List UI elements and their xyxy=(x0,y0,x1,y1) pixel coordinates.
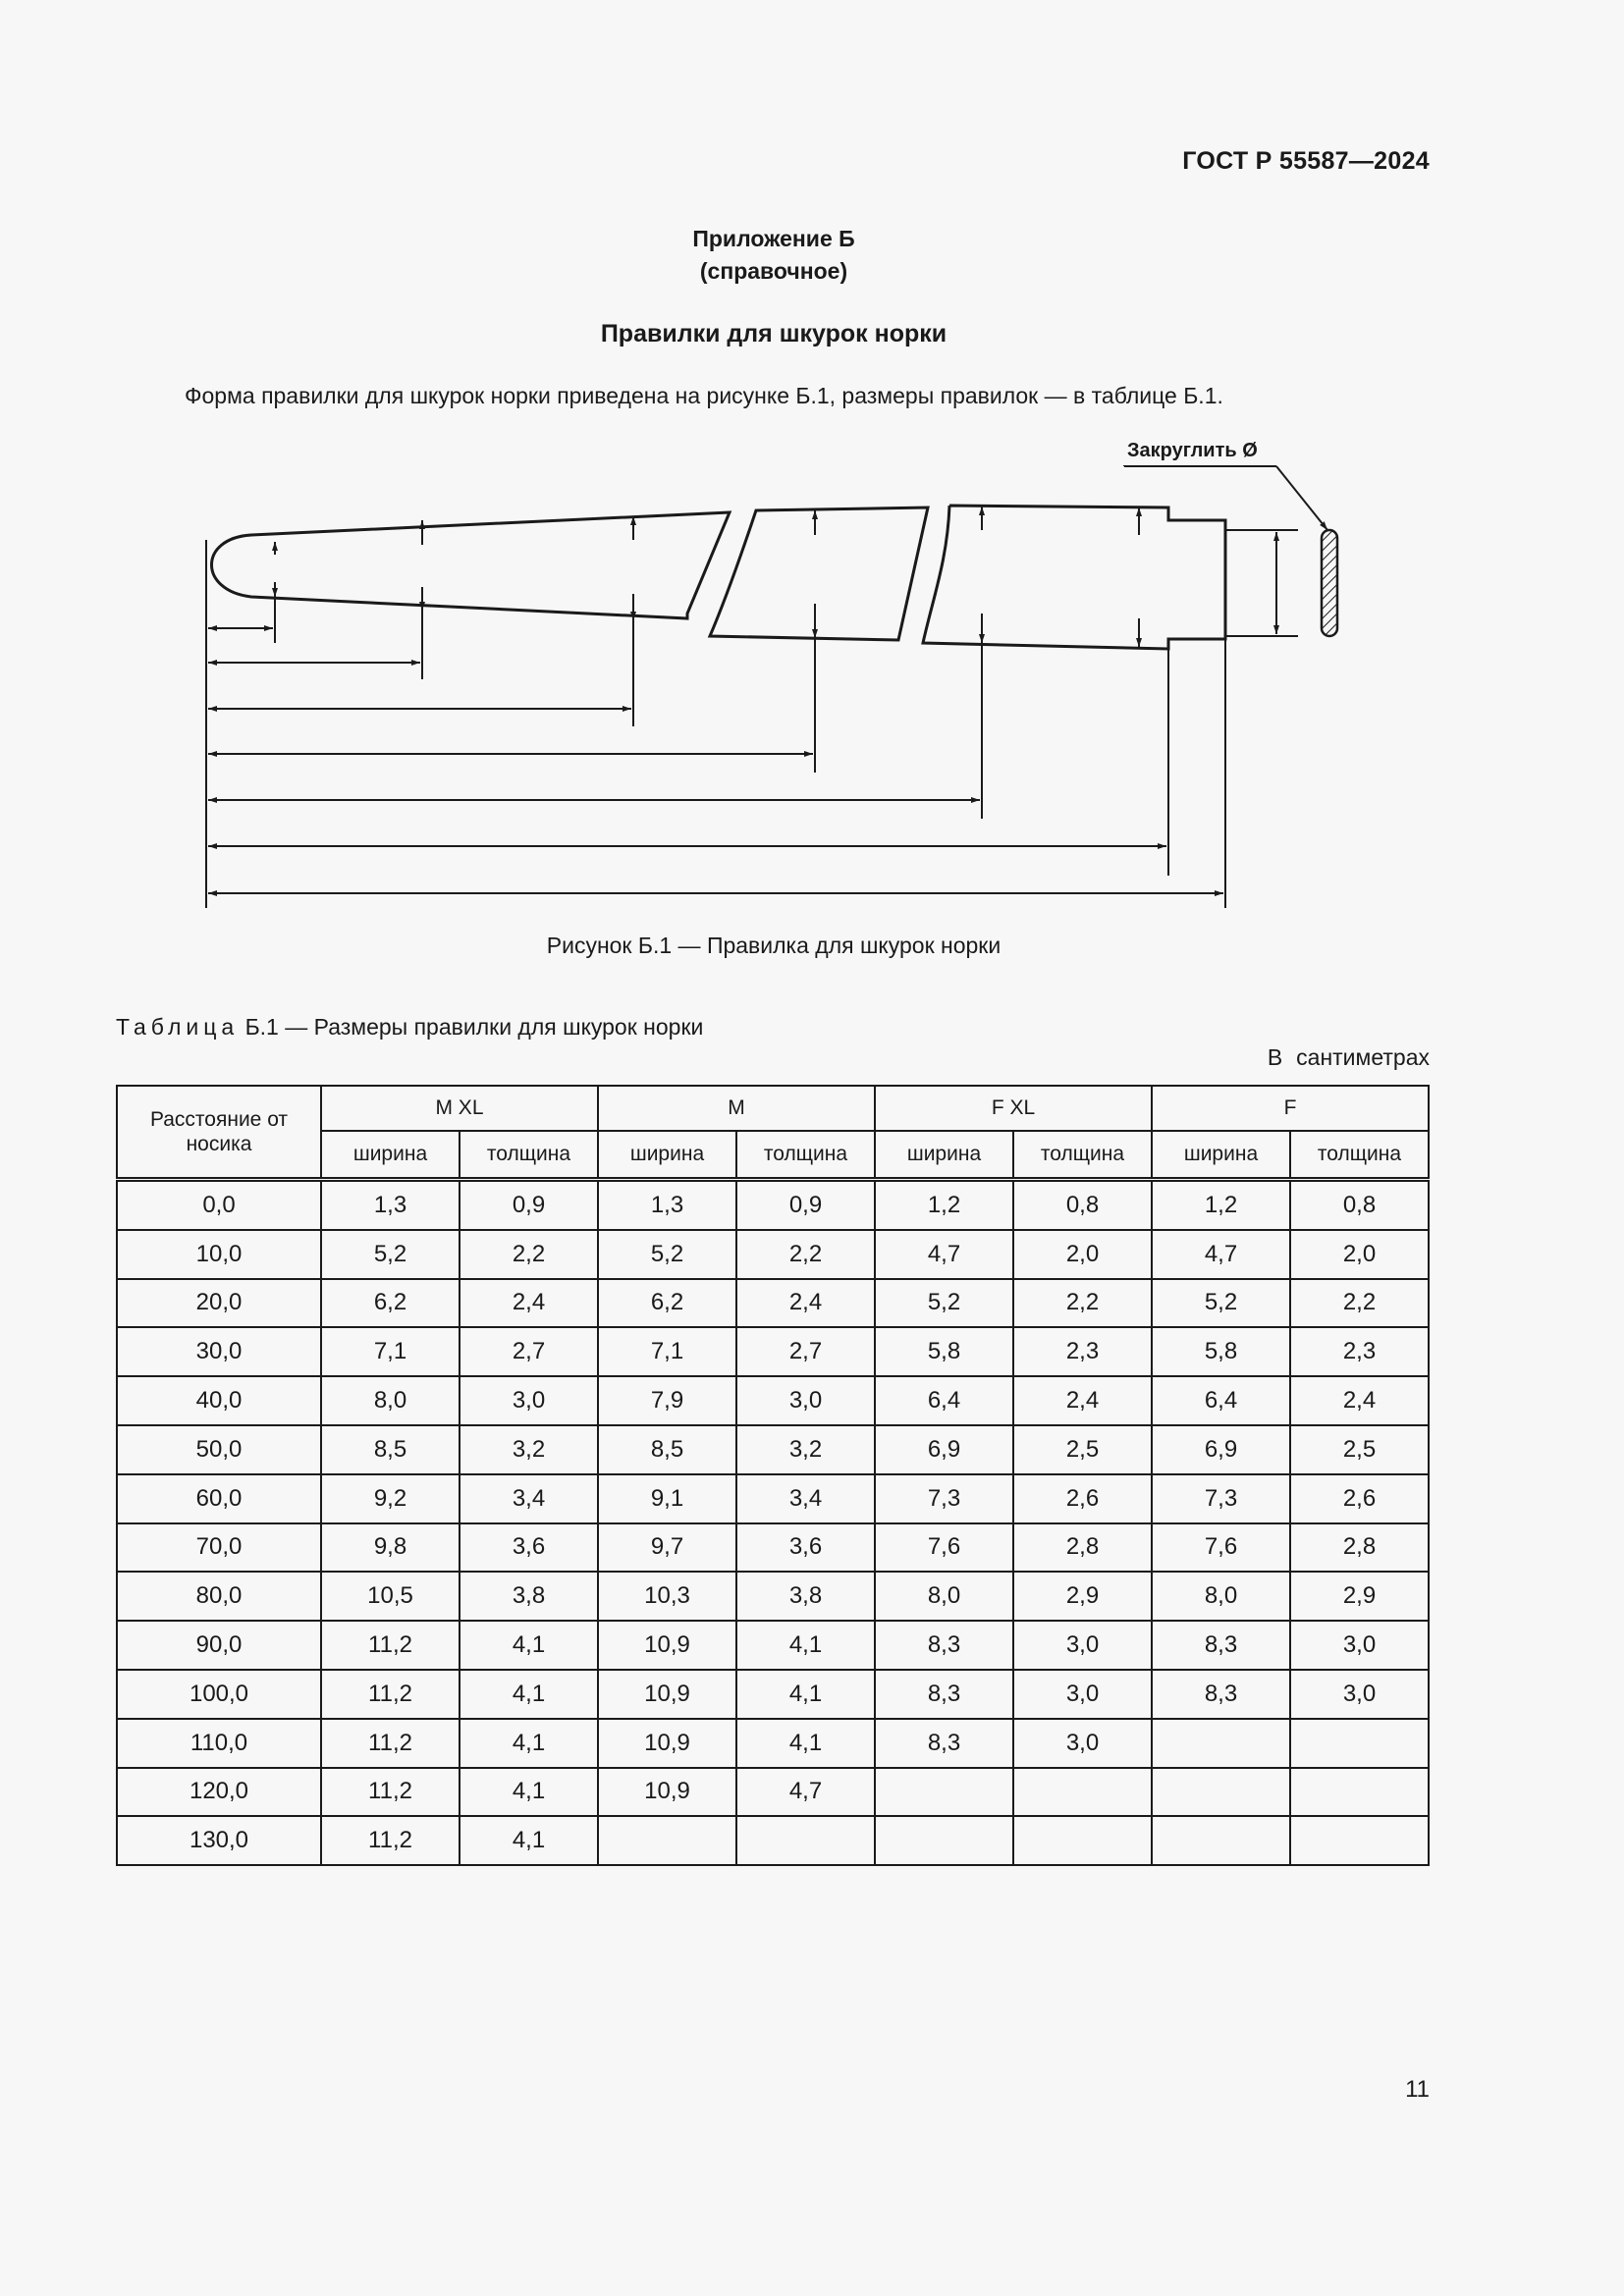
value-cell: 9,1 xyxy=(598,1474,736,1523)
subheader-thickness: толщина xyxy=(1013,1131,1152,1180)
value-cell xyxy=(875,1816,1013,1865)
value-cell: 7,1 xyxy=(321,1327,460,1376)
value-cell: 11,2 xyxy=(321,1768,460,1817)
table-row xyxy=(117,1425,1429,1474)
subheader-width: ширина xyxy=(598,1131,736,1180)
appendix-type: (справочное) xyxy=(699,258,848,284)
table-row xyxy=(117,1230,1429,1279)
value-cell: 8,0 xyxy=(1152,1572,1290,1621)
value-cell: 2,0 xyxy=(1013,1230,1152,1279)
appendix-title: Приложение Б xyxy=(692,226,855,251)
value-cell: 3,4 xyxy=(736,1474,875,1523)
value-cell xyxy=(1013,1768,1152,1817)
value-cell: 2,2 xyxy=(1013,1279,1152,1328)
subheader-width: ширина xyxy=(321,1131,460,1180)
value-cell: 4,7 xyxy=(736,1768,875,1817)
value-cell: 1,3 xyxy=(598,1180,736,1230)
value-cell: 3,2 xyxy=(460,1425,598,1474)
value-cell: 2,2 xyxy=(460,1230,598,1279)
distance-header: Расстояние от носика xyxy=(117,1086,321,1180)
length-dimension-lines xyxy=(208,532,1276,893)
value-cell: 4,1 xyxy=(460,1670,598,1719)
table-body xyxy=(117,1180,1429,1866)
distance-cell: 60,0 xyxy=(117,1474,321,1523)
value-cell: 5,2 xyxy=(598,1230,736,1279)
distance-cell: 80,0 xyxy=(117,1572,321,1621)
cross-section-hatch xyxy=(1322,530,1337,636)
table-row xyxy=(117,1719,1429,1768)
value-cell: 2,8 xyxy=(1290,1523,1429,1573)
units-note xyxy=(1268,1044,1430,1071)
value-cell xyxy=(1290,1719,1429,1768)
value-cell: 6,9 xyxy=(1152,1425,1290,1474)
value-cell: 6,2 xyxy=(598,1279,736,1328)
value-cell: 2,2 xyxy=(1290,1279,1429,1328)
value-cell: 9,7 xyxy=(598,1523,736,1573)
value-cell: 11,2 xyxy=(321,1621,460,1670)
extension-lines xyxy=(206,530,1298,908)
value-cell: 1,2 xyxy=(1152,1180,1290,1230)
figure-caption: Рисунок Б.1 — Правилка для шкурок норки xyxy=(546,933,1001,958)
value-cell: 0,8 xyxy=(1013,1180,1152,1230)
value-cell: 2,4 xyxy=(736,1279,875,1328)
value-cell: 5,8 xyxy=(1152,1327,1290,1376)
value-cell: 10,9 xyxy=(598,1768,736,1817)
value-cell: 2,4 xyxy=(1013,1376,1152,1425)
value-cell: 9,2 xyxy=(321,1474,460,1523)
distance-cell: 40,0 xyxy=(117,1376,321,1425)
value-cell: 3,8 xyxy=(460,1572,598,1621)
value-cell: 4,7 xyxy=(875,1230,1013,1279)
distance-cell: 110,0 xyxy=(117,1719,321,1768)
value-cell: 1,3 xyxy=(321,1180,460,1230)
distance-cell: 130,0 xyxy=(117,1816,321,1865)
distance-cell: 0,0 xyxy=(117,1180,321,1230)
value-cell: 2,0 xyxy=(1290,1230,1429,1279)
value-cell: 4,1 xyxy=(736,1670,875,1719)
value-cell: 2,9 xyxy=(1013,1572,1152,1621)
value-cell: 2,5 xyxy=(1290,1425,1429,1474)
value-cell: 10,3 xyxy=(598,1572,736,1621)
value-cell: 6,4 xyxy=(1152,1376,1290,1425)
value-cell: 3,8 xyxy=(736,1572,875,1621)
distance-cell: 20,0 xyxy=(117,1279,321,1328)
dimensions-table xyxy=(116,1085,1430,1866)
value-cell: 3,4 xyxy=(460,1474,598,1523)
distance-cell: 50,0 xyxy=(117,1425,321,1474)
value-cell: 3,6 xyxy=(460,1523,598,1573)
table-row xyxy=(117,1279,1429,1328)
value-cell: 7,3 xyxy=(875,1474,1013,1523)
stretcher-outline xyxy=(212,506,1226,649)
distance-cell: 30,0 xyxy=(117,1327,321,1376)
table-row xyxy=(117,1768,1429,1817)
distance-cell: 90,0 xyxy=(117,1621,321,1670)
value-cell: 2,9 xyxy=(1290,1572,1429,1621)
distance-cell: 120,0 xyxy=(117,1768,321,1817)
value-cell: 8,5 xyxy=(598,1425,736,1474)
value-cell: 4,1 xyxy=(736,1719,875,1768)
value-cell: 8,3 xyxy=(875,1719,1013,1768)
value-cell: 3,0 xyxy=(1013,1719,1152,1768)
value-cell: 6,2 xyxy=(321,1279,460,1328)
units-prefix: В xyxy=(1267,1044,1283,1070)
value-cell: 4,1 xyxy=(460,1816,598,1865)
intro-paragraph: Форма правилки для шкурок норки приведена на рисунке Б.1, размеры правилок — в таблице Б.1. xyxy=(185,383,1223,408)
value-cell: 4,1 xyxy=(460,1719,598,1768)
value-cell: 10,9 xyxy=(598,1621,736,1670)
table-caption xyxy=(116,1014,703,1041)
value-cell: 5,2 xyxy=(1152,1279,1290,1328)
value-cell: 8,3 xyxy=(875,1670,1013,1719)
table-row xyxy=(117,1670,1429,1719)
value-cell: 4,1 xyxy=(736,1621,875,1670)
table-row xyxy=(117,1376,1429,1425)
value-cell xyxy=(1152,1719,1290,1768)
value-cell: 8,3 xyxy=(875,1621,1013,1670)
value-cell xyxy=(1013,1816,1152,1865)
value-cell: 2,3 xyxy=(1290,1327,1429,1376)
value-cell: 8,0 xyxy=(321,1376,460,1425)
table-row xyxy=(117,1572,1429,1621)
value-cell: 2,4 xyxy=(460,1279,598,1328)
value-cell: 0,9 xyxy=(460,1180,598,1230)
page-number: 11 xyxy=(1405,2076,1430,2103)
value-cell: 11,2 xyxy=(321,1816,460,1865)
value-cell: 10,9 xyxy=(598,1719,736,1768)
value-cell: 4,1 xyxy=(460,1621,598,1670)
value-cell: 8,0 xyxy=(875,1572,1013,1621)
value-cell: 3,0 xyxy=(1290,1670,1429,1719)
section-title: Правилки для шкурок норки xyxy=(600,320,947,347)
group-header-f: F xyxy=(1152,1086,1429,1131)
value-cell: 7,3 xyxy=(1152,1474,1290,1523)
value-cell xyxy=(1290,1768,1429,1817)
value-cell: 8,3 xyxy=(1152,1621,1290,1670)
value-cell: 2,4 xyxy=(1290,1376,1429,1425)
value-cell: 1,2 xyxy=(875,1180,1013,1230)
table-row xyxy=(117,1180,1429,1230)
table-row xyxy=(117,1816,1429,1865)
value-cell xyxy=(598,1816,736,1865)
table-row xyxy=(117,1621,1429,1670)
value-cell: 0,9 xyxy=(736,1180,875,1230)
subheader-thickness: толщина xyxy=(1290,1131,1429,1180)
group-header-m: M xyxy=(598,1086,875,1131)
value-cell: 8,3 xyxy=(1152,1670,1290,1719)
value-cell: 3,2 xyxy=(736,1425,875,1474)
value-cell: 6,4 xyxy=(875,1376,1013,1425)
table-row xyxy=(117,1327,1429,1376)
value-cell: 7,9 xyxy=(598,1376,736,1425)
value-cell: 11,2 xyxy=(321,1670,460,1719)
table-caption-label: Таблица xyxy=(116,1014,240,1040)
rounding-annotation: Закруглить Ø xyxy=(1127,440,1258,461)
value-cell xyxy=(875,1768,1013,1817)
value-cell: 3,6 xyxy=(736,1523,875,1573)
table-row xyxy=(117,1523,1429,1573)
units-word: сантиметрах xyxy=(1296,1044,1430,1070)
distance-cell: 10,0 xyxy=(117,1230,321,1279)
value-cell: 3,0 xyxy=(1290,1621,1429,1670)
value-cell: 0,8 xyxy=(1290,1180,1429,1230)
subheader-thickness: толщина xyxy=(460,1131,598,1180)
value-cell: 11,2 xyxy=(321,1719,460,1768)
value-cell xyxy=(1152,1816,1290,1865)
distance-cell: 70,0 xyxy=(117,1523,321,1573)
value-cell: 4,7 xyxy=(1152,1230,1290,1279)
value-cell: 7,6 xyxy=(1152,1523,1290,1573)
value-cell: 2,6 xyxy=(1290,1474,1429,1523)
value-cell: 5,2 xyxy=(321,1230,460,1279)
table-caption-text: Б.1 — Размеры правилки для шкурок норки xyxy=(239,1014,704,1040)
value-cell: 5,2 xyxy=(875,1279,1013,1328)
value-cell: 2,6 xyxy=(1013,1474,1152,1523)
distance-cell: 100,0 xyxy=(117,1670,321,1719)
value-cell: 2,7 xyxy=(736,1327,875,1376)
value-cell xyxy=(736,1816,875,1865)
table-row xyxy=(117,1474,1429,1523)
value-cell: 3,0 xyxy=(460,1376,598,1425)
value-cell: 2,8 xyxy=(1013,1523,1152,1573)
value-cell: 8,5 xyxy=(321,1425,460,1474)
value-cell: 7,1 xyxy=(598,1327,736,1376)
value-cell: 2,2 xyxy=(736,1230,875,1279)
value-cell: 4,1 xyxy=(460,1768,598,1817)
subheader-width: ширина xyxy=(1152,1131,1290,1180)
value-cell: 6,9 xyxy=(875,1425,1013,1474)
value-cell: 3,0 xyxy=(736,1376,875,1425)
value-cell: 2,3 xyxy=(1013,1327,1152,1376)
value-cell: 10,9 xyxy=(598,1670,736,1719)
value-cell xyxy=(1290,1816,1429,1865)
value-cell: 2,7 xyxy=(460,1327,598,1376)
value-cell: 5,8 xyxy=(875,1327,1013,1376)
document-id: ГОСТ Р 55587—2024 xyxy=(1182,147,1430,175)
value-cell: 3,0 xyxy=(1013,1670,1152,1719)
group-header-mxl: M XL xyxy=(321,1086,598,1131)
value-cell: 10,5 xyxy=(321,1572,460,1621)
value-cell: 3,0 xyxy=(1013,1621,1152,1670)
subheader-width: ширина xyxy=(875,1131,1013,1180)
subheader-thickness: толщина xyxy=(736,1131,875,1180)
group-header-fxl: F XL xyxy=(875,1086,1152,1131)
stretcher-drawing xyxy=(187,422,1365,923)
value-cell: 7,6 xyxy=(875,1523,1013,1573)
value-cell: 9,8 xyxy=(321,1523,460,1573)
value-cell: 2,5 xyxy=(1013,1425,1152,1474)
value-cell xyxy=(1152,1768,1290,1817)
